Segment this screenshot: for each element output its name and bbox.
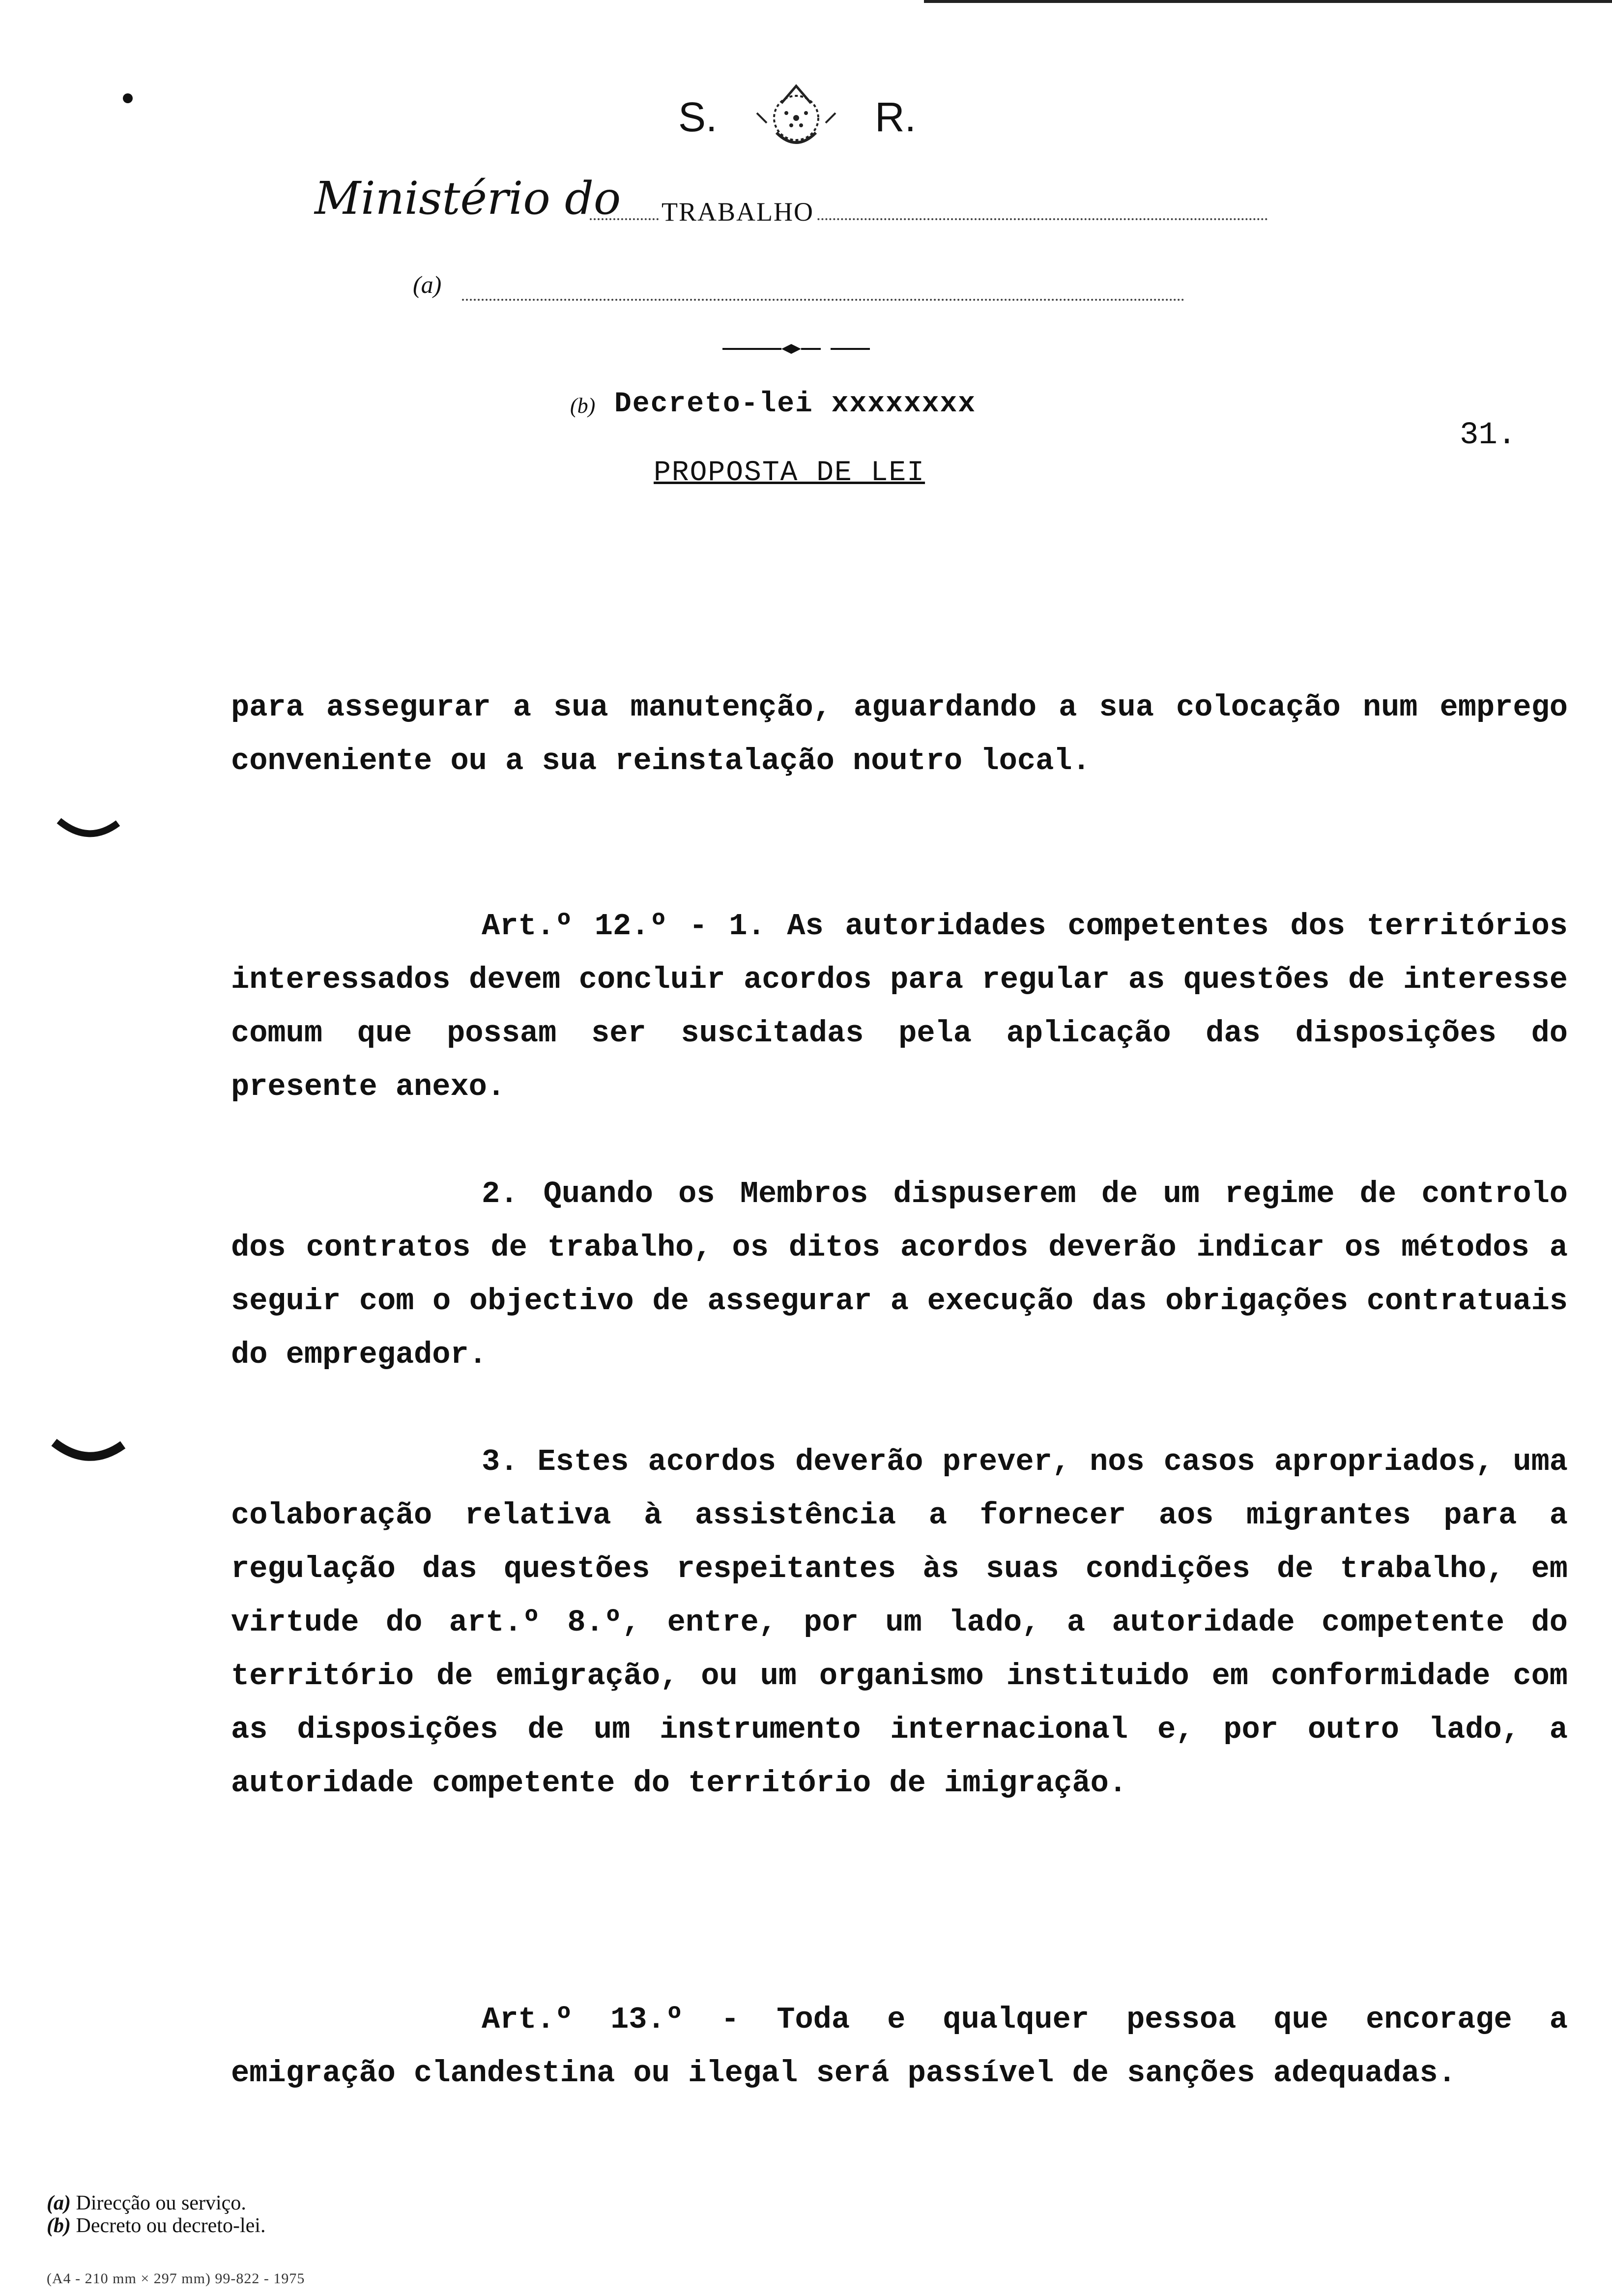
decree-line: [570, 388, 1042, 432]
divider-ornament: [722, 334, 870, 364]
footnote-b-text: Decreto ou decreto-lei.: [76, 2214, 266, 2237]
paragraph-art-12-2: 2. Quando os Membros dispuserem de um regime de controlo dos contratos de trabalho, os ditos acordos deverão indicar os métodos a seguir com o objectivo de assegurar a execução das obrigações contratuais do empregador.: [231, 1177, 1568, 1372]
print-code: (A4 - 210 mm × 297 mm) 99-822 - 1975: [47, 2270, 305, 2287]
service-line-label: (a): [413, 271, 442, 298]
header-letter-r: R.: [875, 94, 916, 140]
paragraph-continuation: para assegurar a sua manutenção, aguardando a sua colocação num emprego conveniente ou a sua reinstalação noutro local.: [231, 690, 1568, 778]
paragraph-art-12-1: Art.º 12.º - 1. As autoridades competentes dos territórios interessados devem concluir acordos para regular as questões de interesse comum que possam ser suscitadas pela aplicação das disposições do presente anexo.: [231, 909, 1568, 1104]
document-title: PROPOSTA DE LEI: [654, 457, 925, 489]
page-number: 31.: [1460, 418, 1517, 453]
margin-mark: [118, 88, 138, 108]
footnote-b-label: (b): [47, 2214, 71, 2237]
footnote-a-text: Direcção ou serviço.: [76, 2192, 246, 2214]
ministry-name: TRABALHO: [659, 197, 817, 227]
struck-out-text: Decreto-lei xxxxxxxx: [614, 388, 977, 420]
republic-header: [678, 74, 934, 162]
footnote-a: [47, 2192, 265, 2214]
footnote-b: [47, 2214, 265, 2237]
footnote-a-label: (a): [47, 2192, 71, 2214]
decree-line-label: (b): [570, 394, 596, 418]
service-line: [413, 270, 1184, 310]
paragraph-art-13: Art.º 13.º - Toda e qualquer pessoa que encorage a emigração clandestina ou ilegal será passível de sanções adequadas.: [231, 2002, 1568, 2091]
binder-mark: [54, 811, 123, 860]
header-letter-s: S.: [678, 94, 718, 140]
binder-mark: [49, 1435, 128, 1474]
ministry-line: [315, 172, 1268, 241]
ministry-prefix: Ministério do: [315, 172, 621, 225]
top-rule: [924, 0, 1612, 3]
service-dotted-line: [462, 299, 1184, 301]
footnotes: [47, 2192, 265, 2237]
coat-of-arms-icon: [747, 74, 845, 157]
paragraph-art-12-3: 3. Estes acordos deverão prever, nos casos apropriados, uma colaboração relativa à assistência a fornecer aos migrantes para a regulação das questões respeitantes às suas condições de trabalho, em virtude do art.º 8.º, entre, por um lado, a autoridade competente do território de emigração, ou um organismo instituido em conformidade com as disposições de um instrumento internacional e, por outro lado, a autoridade competente do território de imigração.: [231, 1444, 1568, 1801]
